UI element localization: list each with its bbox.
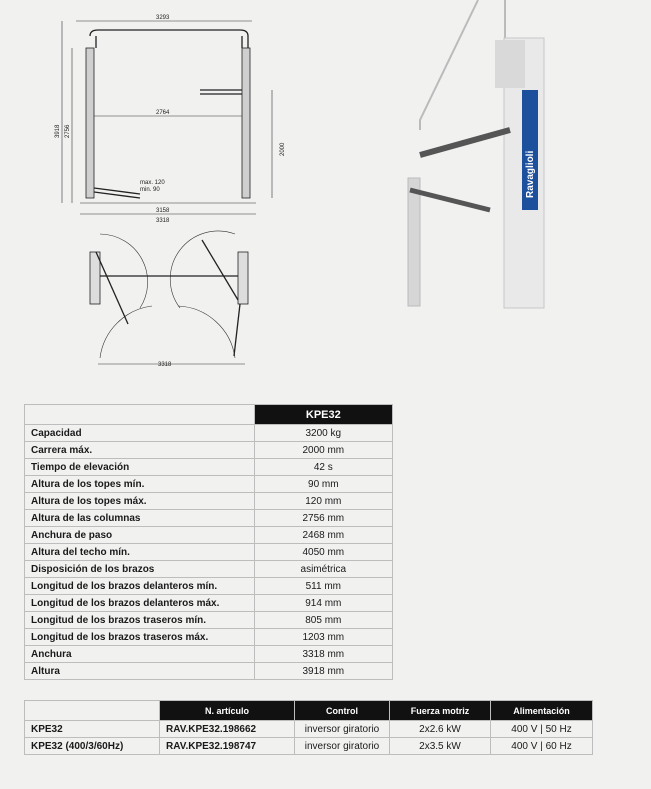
table-row [25, 646, 393, 663]
order-supply: 400 V | 60 Hz [491, 738, 593, 755]
table-row [25, 476, 393, 493]
dim-pad-max: max. 120 [140, 180, 165, 186]
spec-label: Longitud de los brazos traseros máx. [25, 629, 255, 646]
table-row [25, 510, 393, 527]
table-row [25, 738, 593, 755]
left-arm [94, 188, 140, 198]
top-bar [90, 30, 248, 48]
dim-width-top: 3293 [156, 15, 170, 21]
table-row [25, 493, 393, 510]
spec-label: Longitud de los brazos delanteros máx. [25, 595, 255, 612]
spec-value: 914 mm [254, 595, 392, 612]
table-row [25, 425, 393, 442]
order-article: RAV.KPE32.198747 [160, 738, 295, 755]
spec-label: Altura [25, 663, 255, 680]
spec-label: Altura de los topes máx. [25, 493, 255, 510]
spec-value: 120 mm [254, 493, 392, 510]
dim-max-lift: 2000 [280, 142, 286, 156]
spec-value: 2756 mm [254, 510, 392, 527]
spec-model-header: KPE32 [254, 405, 392, 425]
table-row [25, 595, 393, 612]
plan-view [90, 231, 248, 364]
spec-value: 4050 mm [254, 544, 392, 561]
table-row [25, 612, 393, 629]
table-row [25, 578, 393, 595]
left-column-photo [408, 178, 420, 306]
spec-value: 3318 mm [254, 646, 392, 663]
order-header-article: N. artículo [160, 701, 295, 721]
spec-value: 2468 mm [254, 527, 392, 544]
spec-label: Carrera máx. [25, 442, 255, 459]
order-header-control: Control [295, 701, 390, 721]
spec-label: Longitud de los brazos traseros mín. [25, 612, 255, 629]
dim-plan-width: 3318 [158, 362, 172, 368]
spec-label: Capacidad [25, 425, 255, 442]
dim-height-total: 3918 [55, 124, 61, 138]
spec-table [24, 404, 393, 680]
order-model: KPE32 [25, 721, 160, 738]
right-arm [200, 90, 242, 94]
left-column [86, 48, 94, 198]
spec-label: Altura de los topes mín. [25, 476, 255, 493]
spec-label: Longitud de los brazos delanteros mín. [25, 578, 255, 595]
order-power: 2x3.5 kW [390, 738, 491, 755]
spec-label: Tiempo de elevación [25, 459, 255, 476]
order-control: inversor giratorio [295, 721, 390, 738]
table-row [25, 544, 393, 561]
spec-value: asimétrica [254, 561, 392, 578]
technical-drawing [40, 8, 310, 378]
dim-pad-min: min. 90 [140, 187, 160, 193]
spec-value: 511 mm [254, 578, 392, 595]
brand-label: Ravaglioli [525, 150, 536, 198]
dim-base-outer: 3318 [156, 218, 170, 224]
spec-label: Disposición de los brazos [25, 561, 255, 578]
right-column [242, 48, 250, 198]
table-row [25, 459, 393, 476]
table-row [25, 527, 393, 544]
dim-height-columns: 2756 [65, 124, 71, 138]
order-control: inversor giratorio [295, 738, 390, 755]
spec-label: Anchura de paso [25, 527, 255, 544]
spec-value: 3918 mm [254, 663, 392, 680]
table-row [25, 629, 393, 646]
spec-value: 90 mm [254, 476, 392, 493]
order-supply: 400 V | 50 Hz [491, 721, 593, 738]
spec-value: 42 s [254, 459, 392, 476]
motor-unit [495, 40, 525, 88]
order-header-power: Fuerza motriz [390, 701, 491, 721]
product-photo [400, 0, 560, 310]
spec-label: Anchura [25, 646, 255, 663]
table-row [25, 721, 593, 738]
spec-value: 1203 mm [254, 629, 392, 646]
spec-value: 2000 mm [254, 442, 392, 459]
spec-value: 805 mm [254, 612, 392, 629]
table-row [25, 663, 393, 680]
spec-label: Altura de las columnas [25, 510, 255, 527]
table-row [25, 561, 393, 578]
order-power: 2x2.6 kW [390, 721, 491, 738]
dim-base-inner: 3158 [156, 208, 170, 214]
table-row [25, 442, 393, 459]
dim-inner-width: 2764 [156, 110, 170, 116]
order-table [24, 700, 593, 755]
order-header-supply: Alimentación [491, 701, 593, 721]
spec-label: Altura del techo mín. [25, 544, 255, 561]
order-article: RAV.KPE32.198662 [160, 721, 295, 738]
spec-value: 3200 kg [254, 425, 392, 442]
order-model: KPE32 (400/3/60Hz) [25, 738, 160, 755]
